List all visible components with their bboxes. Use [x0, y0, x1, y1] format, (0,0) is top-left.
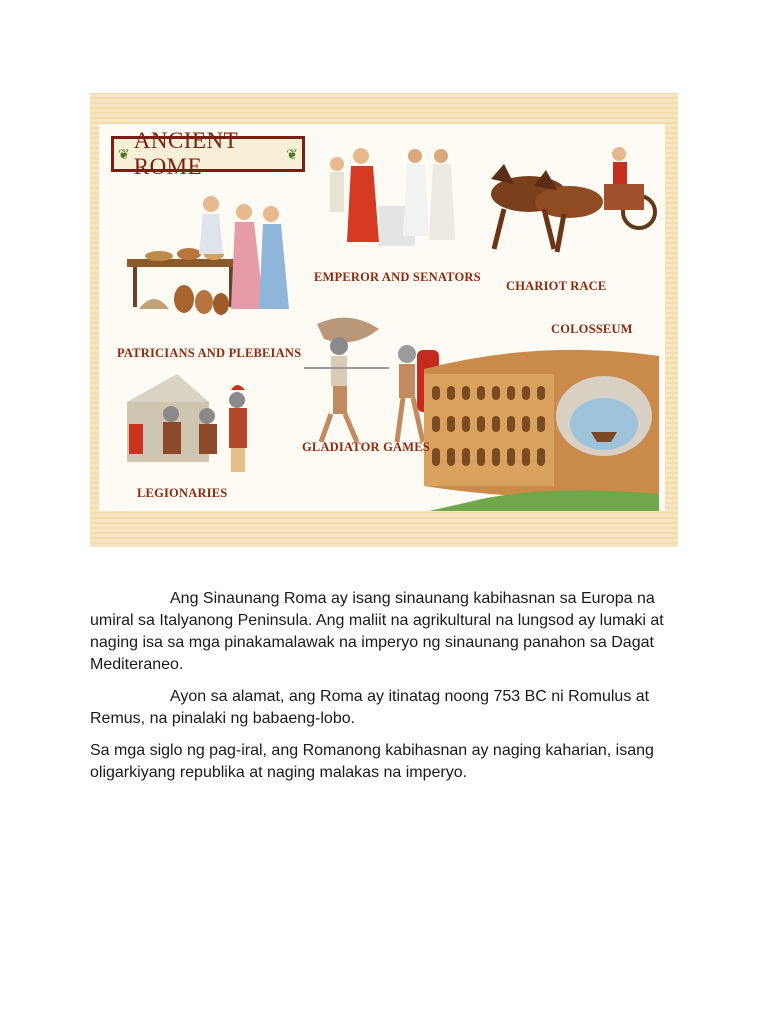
emperor-scene — [330, 148, 455, 246]
label-gladiator-games: GLADIATOR GAMES — [302, 440, 430, 454]
poster-title-banner — [111, 128, 305, 179]
legionaries-scene — [127, 374, 247, 472]
chariot-scene — [491, 147, 655, 252]
gladiator-scene — [304, 318, 439, 442]
label-emperor-and-senators: EMPEROR AND SENATORS — [314, 270, 481, 284]
label-patricians-and-plebeians: PATRICIANS AND PLEBEIANS — [117, 346, 302, 360]
poster-title: ANCIENT ROME — [133, 128, 238, 179]
paragraph-2: Ayon sa alamat, ang Roma ay itinatag noong 753 BC ni Romulus at Remus, na pinalaki ng babaeng-lobo. — [90, 688, 650, 727]
laurel-right-icon: ❦ — [286, 145, 298, 162]
label-colosseum: COLOSSEUM — [551, 322, 633, 336]
label-legionaries: LEGIONARIES — [137, 486, 228, 500]
patricians-scene — [127, 196, 289, 315]
ancient-rome-poster — [99, 124, 665, 511]
paragraph-1: Ang Sinaunang Roma ay isang sinaunang kabihasnan sa Europa na umiral sa Italyanong Peninsula. Ang maliit na agrikultural na lungsod ay lumaki at naging isa sa mga pinakamalawak na imperyo ng sinaunang panahon sa Dagat Mediteraneo. — [90, 590, 664, 673]
ancient-rome-figure — [90, 93, 678, 547]
label-chariot-race: CHARIOT RACE — [506, 279, 607, 293]
paragraph-3: Sa mga siglo ng pag-iral, ang Romanong kabihasnan ay naging kaharian, isang oligarkiyang republika at naging malakas na imperyo. — [90, 742, 654, 781]
laurel-left-icon: ❦ — [118, 145, 130, 162]
colosseum-scene — [424, 350, 659, 511]
body-text — [90, 588, 680, 794]
